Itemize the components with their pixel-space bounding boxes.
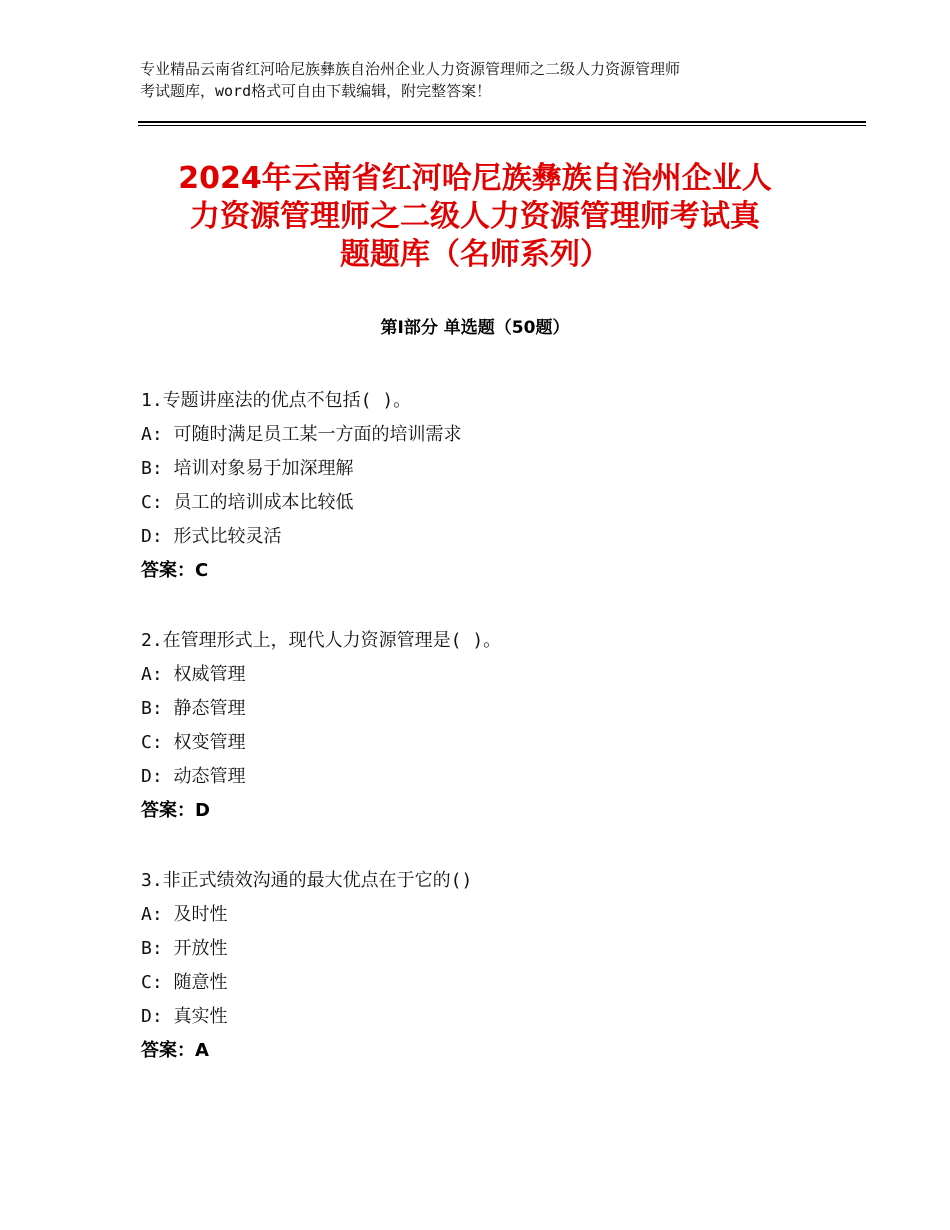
option-d: D: 真实性	[141, 1006, 228, 1027]
header-note-line: 专业精品云南省红河哈尼族彝族自治州企业人力资源管理师之二级人力资源管理师	[140, 60, 681, 78]
option-d: D: 动态管理	[141, 766, 246, 787]
option-a: A: 权威管理	[141, 664, 246, 685]
header-divider-thin	[138, 125, 866, 126]
option-a: A: 可随时满足员工某一方面的培训需求	[141, 424, 462, 445]
option-c: C: 员工的培训成本比较低	[141, 492, 354, 513]
option-c: C: 随意性	[141, 972, 228, 993]
option-d: D: 形式比较灵活	[141, 526, 282, 547]
header-note	[140, 58, 820, 102]
question-list	[141, 384, 841, 1104]
header-note-line: 考试题库，word格式可自由下载编辑，附完整答案！	[140, 82, 492, 100]
option-b: B: 静态管理	[141, 698, 246, 719]
document-title	[125, 160, 825, 274]
document-title-line: 题题库（名师系列）	[340, 237, 610, 272]
header-divider	[138, 121, 866, 123]
option-c: C: 权变管理	[141, 732, 246, 753]
document-title-line: 力资源管理师之二级人力资源管理师考试真	[190, 199, 760, 234]
option-b: B: 培训对象易于加深理解	[141, 458, 354, 479]
question-stem: 1.专题讲座法的优点不包括( )。	[141, 390, 412, 411]
section-heading: 第Ⅰ部分 单选题（50题）	[380, 318, 570, 338]
option-b: B: 开放性	[141, 938, 228, 959]
document-title-line: 2024年云南省红河哈尼族彝族自治州企业人	[178, 161, 772, 196]
question-item	[141, 864, 841, 1068]
answer-line: 答案：C	[141, 560, 209, 581]
answer-line: 答案：A	[141, 1040, 209, 1061]
question-item	[141, 624, 841, 828]
question-stem: 3.非正式绩效沟通的最大优点在于它的()	[141, 870, 473, 891]
answer-line: 答案：D	[141, 800, 210, 821]
option-a: A: 及时性	[141, 904, 228, 925]
question-stem: 2.在管理形式上，现代人力资源管理是( )。	[141, 630, 502, 651]
question-item	[141, 384, 841, 588]
